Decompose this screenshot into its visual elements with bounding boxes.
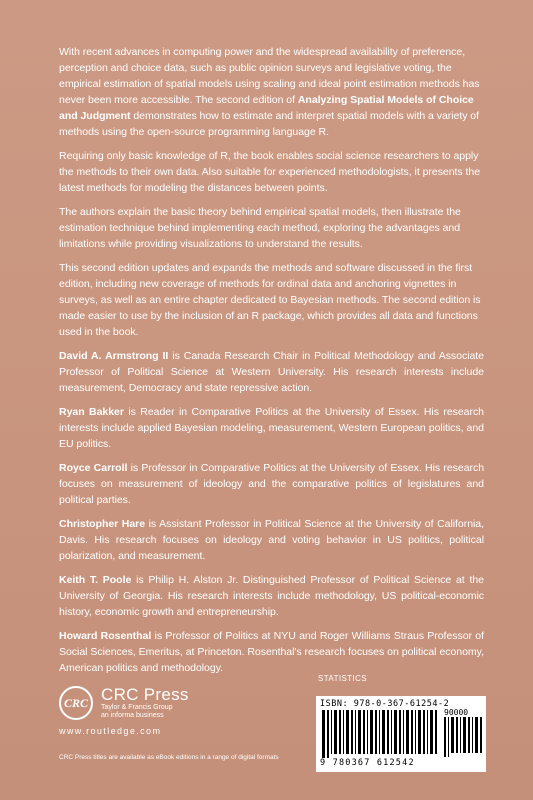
isbn-barcode [316,696,486,772]
isbn-text: ISBN: 978-0-367-61254-2 [320,699,450,709]
author-name: Keith T. Poole [59,574,132,586]
author-bio: Christopher Hare is Assistant Professor in Political Science at the University of California, Davis. His research focuses on ideology and voting behavior in US politics, political polarization, and measurement. [59,518,484,562]
category-label: STATISTICS [318,674,368,683]
author-bio: Ryan Bakker is Reader in Comparative Politics at the University of Essex. His research interests include applied Bayesian modeling, measurement, Western European politics, and EU politics. [59,406,484,450]
crc-logo-icon: CRC [59,686,93,720]
author-bio: David A. Armstrong II is Canada Research Chair in Political Methodology and Associate Professor of Political Science at Western University. His research interests include measurement, Democracy and state repressive action. [59,350,484,394]
publisher-block [59,686,309,762]
author-name: Royce Carroll [59,462,128,474]
publisher-business: an informa business [101,712,164,719]
barcode-digits: 9 780367 612542 [320,758,415,768]
author-name: Ryan Bakker [59,406,124,418]
publisher-website: www.routledge.com [59,726,162,736]
author-name: Christopher Hare [59,518,146,530]
ebook-note: CRC Press titles are available as eBook editions in a range of digital formats [59,754,279,761]
description-paragraph-3: The authors explain the basic theory behind empirical spatial models, then illustrate the estimation technique behind implementing each method, exploring the advantages and limitations while providing visualizations to understand the results. [59,206,461,250]
barcode-addon-bars [444,717,482,757]
author-name: Howard Rosenthal [59,630,152,642]
publisher-name: CRC Press [101,685,189,704]
publisher-group: Taylor & Francis Group [101,704,173,711]
author-bio: Royce Carroll is Professor in Comparative Politics at the University of Essex. His research focuses on measurement of ideology and the comparative politics of legislatures and political parties. [59,462,485,506]
author-bio: Howard Rosenthal is Professor of Politics at NYU and Roger Williams Straus Professor of Social Sciences, Emeritus, at Princeton. Rosenthal's research focuses on political economy, American politics and methodology. [59,630,484,674]
publisher-logo [59,686,309,720]
blurb [59,44,484,684]
author-name: David A. Armstrong II [59,350,169,362]
description-paragraph-2: Requiring only basic knowledge of R, the book enables social science researchers to apply the methods to their own data. Also suitable for experienced methodologists, it presents the latest methods for modeling the distances between points. [59,150,481,194]
description-paragraph-4: This second edition updates and expands the methods and software discussed in the first edition, including new coverage of methods for ordinal data and anchoring vignettes in surveys, as well as an entire chapter dedicated to Bayesian methods. The second edition is made easier to use by the inclusion of an R package, which provides all data and functions used in the book. [59,262,481,338]
barcode-bars [322,710,438,758]
description-paragraph-1: With recent advances in computing power and the widespread availability of preference, perception and choice data, such as public opinion surveys and legislative voting, the empirical estimation of spatial models using scaling and ideal point estimation methods has never been more accessible. The second edition of Analyzing Spatial Models of Choice and Judgment demonstrates how to estimate and interpret spatial models with a variety of methods using the open-source programming language R. [59,46,480,138]
author-bio: Keith T. Poole is Philip H. Alston Jr. Distinguished Professor of Political Science at the University of Georgia. His research interests include methodology, US political-economic history, economic growth and entrepreneurship. [59,574,484,618]
price-code: 90000 [444,708,469,717]
book-title: Analyzing Spatial Models of Choice and Judgment [59,94,474,122]
